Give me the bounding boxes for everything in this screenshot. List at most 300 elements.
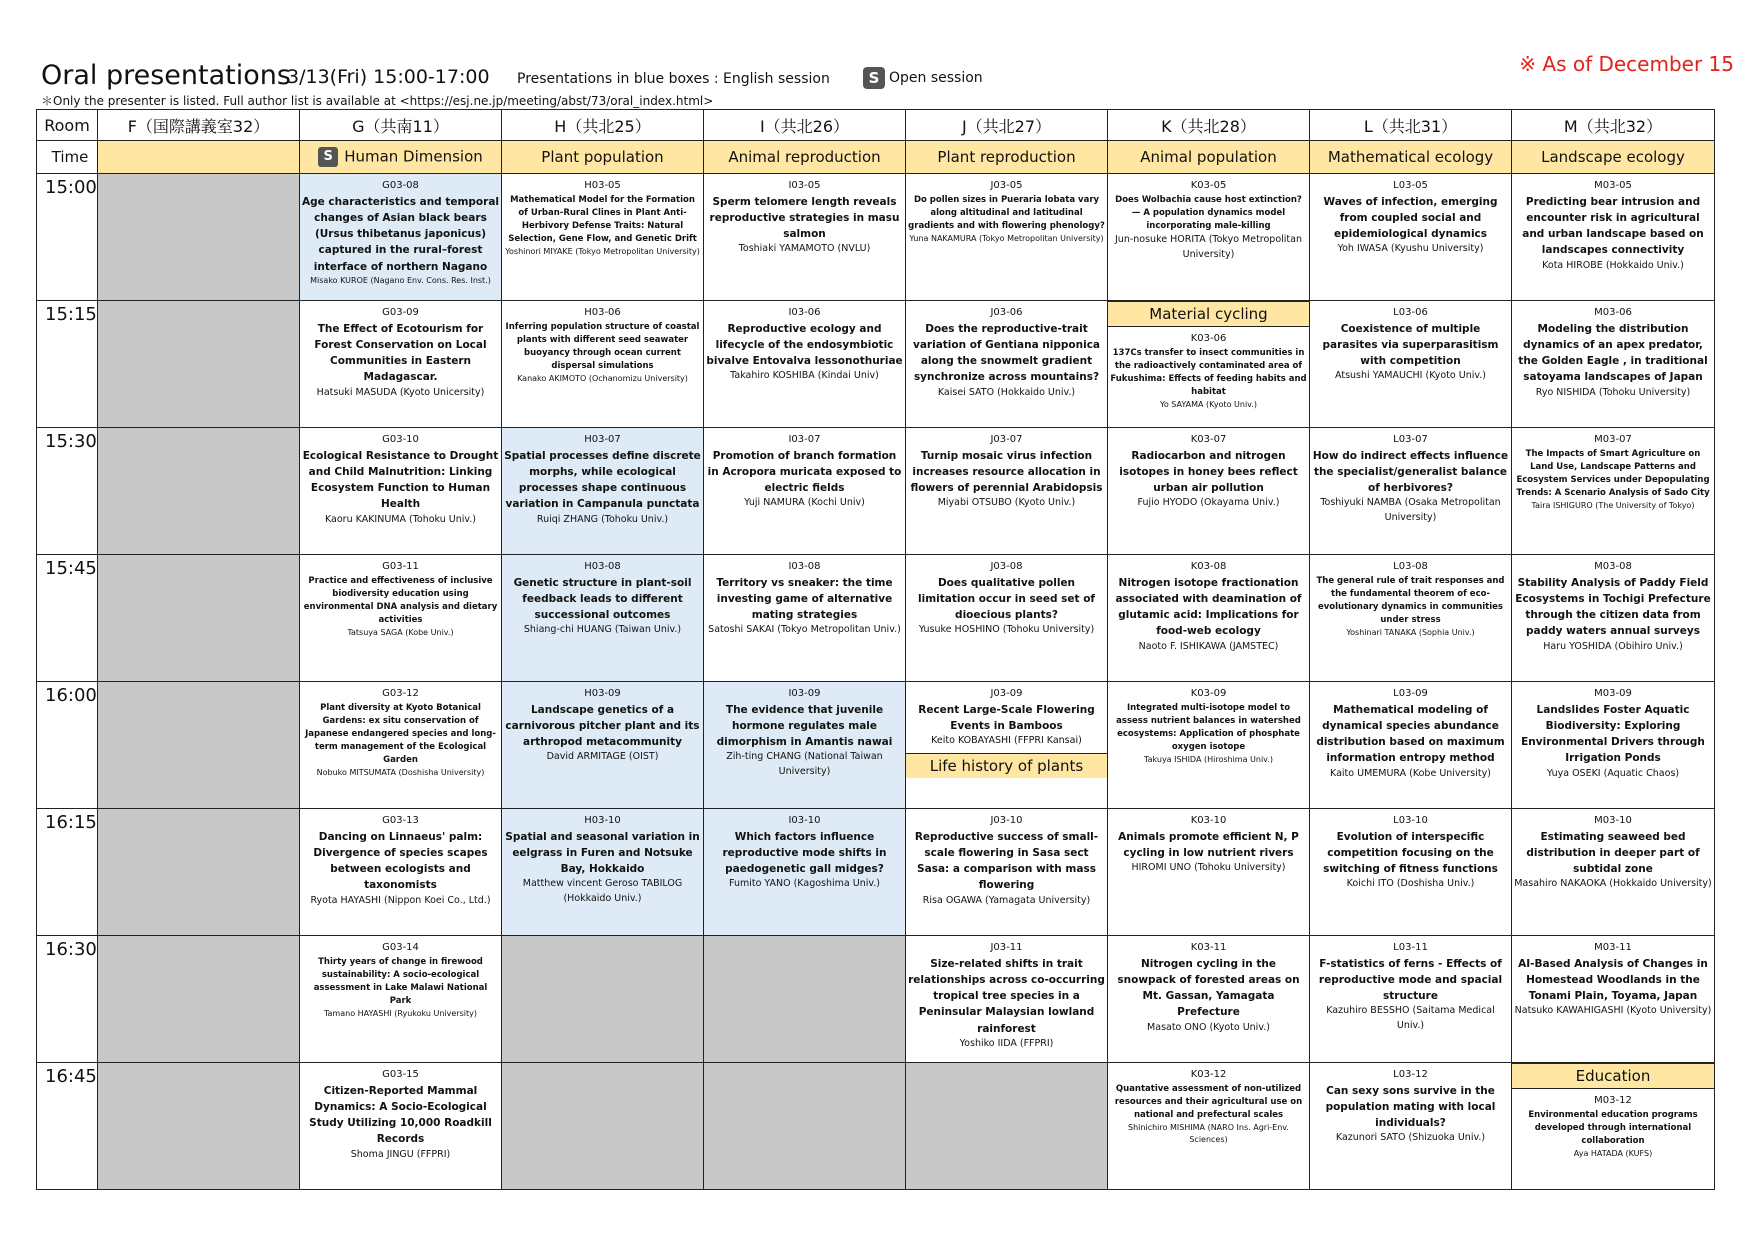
presentation-author: Shinichiro MISHIMA (NARO Ins. Agri-Env. Sciences) — [1128, 1123, 1289, 1145]
presentation-author: Risa OGAWA (Yamagata University) — [922, 894, 1091, 906]
schedule-cell — [906, 1063, 1108, 1190]
presentation — [300, 428, 501, 527]
presentation-id: G03-09 — [382, 307, 419, 318]
presentation-id: J03-11 — [990, 942, 1023, 953]
presentation-title: Do pollen sizes in Pueraria lobata vary along altitudinal and latitudinal gradients and with flowering phenology? — [908, 194, 1105, 231]
schedule-cell — [300, 301, 502, 428]
presentation-title: The evidence that juvenile hormone regulates male dimorphism in Amantis nawai — [716, 703, 893, 749]
presentation-id: L03-06 — [1393, 307, 1428, 318]
open-session-badge: S — [318, 147, 338, 167]
schedule-cell — [704, 555, 906, 682]
time-slot-row — [37, 428, 1715, 555]
schedule-cell — [300, 1063, 502, 1190]
schedule-cell — [1310, 809, 1512, 936]
session-f — [98, 141, 300, 174]
open-session-badge: S — [863, 67, 885, 89]
presentation-title: Citizen-Reported Mammal Dynamics: A Socio-Ecological Study Utilizing 10,000 Roadkill Records — [309, 1084, 492, 1146]
session-g-label: Human Dimension — [344, 147, 483, 166]
presentation — [300, 809, 501, 908]
time-slot-row — [37, 682, 1715, 809]
presentation-id: G03-08 — [382, 180, 419, 191]
presentation — [502, 428, 703, 527]
presentation-author: Yoh IWASA (Kyushu University) — [1337, 243, 1484, 255]
presentation — [1310, 1063, 1511, 1146]
presentation-author: Shiang-chi HUANG (Taiwan Univ.) — [523, 624, 682, 636]
presentation-title: Dancing on Linnaeus' palm: Divergence of species scapes between ecologists and taxonomists — [313, 830, 488, 892]
room-j: J（共北27） — [906, 110, 1108, 141]
schedule-cell — [704, 809, 906, 936]
presentation-author: Kazuhiro BESSHO (Saitama Medical Univ.) — [1326, 1005, 1495, 1032]
empty-slot — [98, 174, 300, 301]
presentation-id: G03-14 — [382, 942, 419, 953]
empty-slot — [98, 809, 300, 936]
empty-slot — [98, 682, 300, 809]
presentation-title: The general rule of trait responses and the fundamental theorem of eco-evolutionary dynamics in communities under stress — [1316, 575, 1505, 626]
presentation — [906, 428, 1107, 511]
presentation-author: Zih-ting CHANG (National Taiwan University) — [726, 751, 883, 778]
presentation — [906, 809, 1107, 908]
presentation-id: K03-08 — [1190, 561, 1227, 572]
schedule-cell — [1310, 301, 1512, 428]
presentation-title: Landscape genetics of a carnivorous pitcher plant and its arthropod metacommunity — [505, 703, 700, 749]
presentation-title: Quantative assessment of non-utilized resources and their agricultural use on national and prefectural scales — [1114, 1083, 1303, 1120]
presentation-author: Shoma JINGU (FFPRI) — [350, 1148, 451, 1160]
presentation-id: I03-07 — [788, 434, 821, 445]
presentation-title: Nitrogen isotope fractionation associated with deamination of glutamic acid: Implications for food-web ecology — [1115, 576, 1302, 638]
presentation-title: Coexistence of multiple parasites via superparasitism with competition — [1322, 322, 1499, 368]
presentation — [1512, 555, 1714, 654]
schedule-cell — [906, 809, 1108, 936]
presentation-id: L03-07 — [1393, 434, 1428, 445]
time-slot-row — [37, 809, 1715, 936]
schedule-cell — [300, 428, 502, 555]
presentation — [704, 301, 905, 384]
presentation-title: Can sexy sons survive in the population mating with local individuals? — [1325, 1084, 1496, 1130]
presentation-author: Yoshinori MIYAKE (Tokyo Metropolitan University) — [505, 247, 700, 257]
presentation-title: Practice and effectiveness of inclusive biodiversity education using environmental DNA analysis and dietary activities — [303, 575, 498, 626]
presentation-author: Matthew vincent Geroso TABILOG (Hokkaido Univ.) — [522, 878, 683, 905]
presentation-title: Ecological Resistance to Drought and Child Malnutrition: Linking Ecosystem Function to Human Health — [302, 449, 499, 511]
presentation-author: Haru YOSHIDA (Obihiro Univ.) — [1543, 640, 1683, 652]
presentation — [704, 428, 905, 511]
as-of-notice: ※ As of December 15 — [1519, 52, 1734, 76]
presentation — [502, 682, 703, 765]
presentation-id: H03-07 — [584, 434, 621, 445]
session-header-row — [37, 141, 1715, 174]
schedule-cell — [906, 555, 1108, 682]
presentation — [300, 1063, 501, 1162]
schedule-cell — [502, 555, 704, 682]
presentation-title: Does qualitative pollen limitation occur in seed set of dioecious plants? — [918, 576, 1095, 622]
presentation-id: M03-11 — [1594, 942, 1632, 953]
presentation — [502, 301, 703, 386]
time-slot: 16:45 — [37, 1063, 98, 1190]
schedule-cell — [502, 682, 704, 809]
schedule-cell — [1512, 174, 1715, 301]
empty-slot — [98, 555, 300, 682]
presentation — [1512, 809, 1714, 892]
presentation-author: Keito KOBAYASHI (FFPRI Kansai) — [931, 735, 1082, 747]
presentation-title: Estimating seaweed bed distribution in deeper part of subtidal zone — [1526, 830, 1700, 876]
schedule-cell — [906, 174, 1108, 301]
presentation-id: K03-05 — [1190, 180, 1227, 191]
presentation-id: M03-08 — [1594, 561, 1632, 572]
presentation — [1310, 936, 1511, 1034]
presentation — [1108, 555, 1309, 654]
presentation-title: Waves of infection, emerging from coupled social and epidemiological dynamics — [1323, 195, 1498, 241]
schedule-cell — [300, 682, 502, 809]
presentation-title: Territory vs sneaker: the time investing game of alternative mating strategies — [716, 576, 893, 622]
presentation — [1512, 936, 1714, 1019]
presentation — [300, 936, 501, 1021]
schedule-cell — [1108, 428, 1310, 555]
session-g — [300, 141, 502, 174]
schedule-cell — [704, 428, 906, 555]
presentation-id: H03-08 — [584, 561, 621, 572]
schedule-cell — [1108, 809, 1310, 936]
presentation-author: Ryo NISHIDA (Tohoku University) — [1535, 386, 1691, 398]
time-slot-row — [37, 1063, 1715, 1190]
presentation — [1108, 174, 1309, 262]
presentation-author: Miyabi OTSUBO (Kyoto Univ.) — [937, 497, 1076, 509]
schedule-cell — [906, 682, 1108, 809]
schedule-cell — [502, 301, 704, 428]
presentation-title: Sperm telomere length reveals reproductive strategies in masu salmon — [709, 195, 900, 241]
session-k: Animal population — [1108, 141, 1310, 174]
schedule-cell — [704, 682, 906, 809]
empty-slot — [98, 428, 300, 555]
presentation-author: Kanako AKIMOTO (Ochanomizu University) — [517, 374, 688, 384]
schedule-cell — [1310, 1063, 1512, 1190]
room-label: Room — [37, 110, 98, 141]
presentation — [1108, 428, 1309, 511]
presentation-id: H03-10 — [584, 815, 621, 826]
presentation-id: K03-07 — [1190, 434, 1227, 445]
presentation-id: G03-11 — [382, 561, 419, 572]
presentation-title: Reproductive success of small-scale flowering in Sasa sect Sasa: a comparison with mass flowering — [914, 830, 1099, 892]
presentation-author: Atsushi YAMAUCHI (Kyoto Univ.) — [1335, 370, 1486, 382]
presentation — [704, 682, 905, 780]
presentation-title: F-statistics of ferns - Effects of reproductive mode and spacial structure — [1318, 957, 1503, 1003]
presentation-title: Plant diversity at Kyoto Botanical Gardens: ex situ conservation of Japanese endangered species and long-term management of the Ecological Garden — [305, 702, 496, 766]
presentation-title: Animals promote efficient N, P cycling in low nutrient rivers — [1118, 830, 1299, 859]
presentation — [1512, 682, 1714, 781]
presentation — [300, 682, 501, 780]
schedule-cell — [1108, 301, 1310, 428]
presentation-id: J03-10 — [990, 815, 1023, 826]
presentation-title: Recent Large-Scale Flowering Events in Bamboos — [918, 703, 1095, 732]
presentation-id: J03-07 — [990, 434, 1023, 445]
presentation-author: Hatsuki MASUDA (Kyoto Unicersity) — [316, 386, 485, 398]
presentation-id: I03-06 — [788, 307, 821, 318]
page-title: Oral presentations — [41, 60, 291, 91]
presentation-author: Jun-nosuke HORITA (Tokyo Metropolitan University) — [1115, 234, 1302, 260]
schedule-cell — [1108, 682, 1310, 809]
presentation-title: Reproductive ecology and lifecycle of the endosymbiotic bivalve Entovalva lessonothuriae — [706, 322, 903, 368]
presentation-author: HIROMI UNO (Tohoku University) — [1131, 862, 1286, 874]
presentation-id: L03-11 — [1393, 942, 1428, 953]
presentation — [1108, 1063, 1309, 1147]
presentation — [1310, 428, 1511, 526]
schedule-cell — [300, 809, 502, 936]
schedule-cell — [1512, 936, 1715, 1063]
presentation-author: Satoshi SAKAI (Tokyo Metropolitan Univ.) — [708, 624, 901, 636]
session-i: Animal reproduction — [704, 141, 906, 174]
presentation-id: J03-08 — [990, 561, 1023, 572]
presentation-author: Takuya ISHIDA (Hiroshima Univ.) — [1144, 755, 1273, 765]
room-i: I（共北26） — [704, 110, 906, 141]
presentation-id: M03-07 — [1594, 434, 1632, 445]
presentation-title: Spatial and seasonal variation in eelgrass in Furen and Notsuke Bay, Hokkaido — [505, 830, 700, 876]
presentation — [502, 174, 703, 259]
schedule-cell — [704, 174, 906, 301]
presentation-id: K03-11 — [1190, 942, 1227, 953]
presentation-author: Takahiro KOSHIBA (Kindai Univ) — [730, 370, 879, 382]
presentation-author: Tamano HAYASHI (Ryukoku University) — [323, 1009, 478, 1019]
presentation — [1512, 428, 1714, 513]
presentation-title: Thirty years of change in firewood sustainability: A socio-ecological assessment in Lake Malawi National Park — [313, 956, 488, 1007]
presentation-title: Radiocarbon and nitrogen isotopes in honey bees reflect urban air pollution — [1119, 449, 1298, 495]
empty-slot — [98, 1063, 300, 1190]
time-slot: 15:00 — [37, 174, 98, 301]
presentation-author: Yuna NAKAMURA (Tokyo Metropolitan University) — [909, 234, 1104, 244]
presentation-author: Yuya OSEKI (Aquatic Chaos) — [1546, 767, 1680, 779]
presentation-title: Size-related shifts in trait relationships across co-occurring tropical tree species in a Peninsular Malaysian lowland rainforest — [908, 957, 1105, 1035]
session-datetime: 3/13(Fri) 15:00-17:00 — [287, 66, 490, 88]
presentation-id: L03-08 — [1393, 561, 1428, 572]
presentation-id: J03-06 — [990, 307, 1023, 318]
presentation-id: M03-09 — [1594, 688, 1632, 699]
presentation — [1310, 174, 1511, 257]
schedule-cell — [502, 809, 704, 936]
presentation-title: Integrated multi-isotope model to assess nutrient balances in watershed ecosystems: Application of phosphate oxygen isotope — [1116, 702, 1301, 753]
schedule-cell — [1108, 1063, 1310, 1190]
presentation — [1108, 809, 1309, 876]
english-session-note: Presentations in blue boxes : English session — [517, 71, 830, 87]
schedule-cell — [1310, 936, 1512, 1063]
presentation-author: Yusuke HOSHINO (Tohoku University) — [918, 624, 1095, 636]
presentation-author: Aya HATADA (KUFS) — [1573, 1149, 1653, 1159]
presentation-id: M03-06 — [1594, 307, 1632, 318]
presentation-id: K03-10 — [1190, 815, 1227, 826]
presentation-id: L03-09 — [1393, 688, 1428, 699]
presentation-title: AI-Based Analysis of Changes in Homestead Woodlands in the Tonami Plain, Toyama, Japan — [1518, 957, 1708, 1003]
presentation-id: M03-05 — [1594, 180, 1632, 191]
schedule-cell — [906, 301, 1108, 428]
schedule-cell — [1108, 174, 1310, 301]
presentation — [300, 301, 501, 400]
presentation-title: 137Cs transfer to insect communities in the radioactively contaminated area of Fukushima: Effects of feeding habits and habitat — [1110, 347, 1307, 398]
presentation-author: Taira ISHIGURO (The University of Tokyo) — [1531, 501, 1695, 511]
presentation-author: Ryota HAYASHI (Nippon Koei Co., Ltd.) — [310, 894, 491, 906]
presentation — [704, 555, 905, 638]
room-g: G（共南11） — [300, 110, 502, 141]
presentation-id: J03-05 — [990, 180, 1023, 191]
presentation-title: Nitrogen cycling in the snowpack of forested areas on Mt. Gassan, Yamagata Prefecture — [1117, 957, 1300, 1019]
session-education: Education — [1512, 1063, 1714, 1089]
presentation-title: Modeling the distribution dynamics of an apex predator, the Golden Eagle , in traditional satoyama landscapes of Japan — [1518, 322, 1708, 384]
presentation — [906, 555, 1107, 638]
presentation — [1310, 555, 1511, 640]
presentation-id: L03-12 — [1393, 1069, 1428, 1080]
schedule-cell — [1512, 555, 1715, 682]
presentation-author: Kaito UMEMURA (Kobe University) — [1330, 767, 1491, 779]
time-slot-row — [37, 174, 1715, 301]
presentation-title: Inferring population structure of coastal plants with different seed seawater buoyancy through ocean current dispersal simulations — [505, 321, 700, 372]
presentation-title: Does the reproductive-trait variation of Gentiana nipponica along the snowmelt gradient synchronize across mountains? — [912, 322, 1101, 384]
schedule-cell — [1512, 809, 1715, 936]
presentation-title: Stability Analysis of Paddy Field Ecosystems in Tochigi Prefecture through the citizen data from paddy waters annual surveys — [1515, 576, 1711, 638]
empty-slot — [98, 936, 300, 1063]
session-m: Landscape ecology — [1512, 141, 1715, 174]
presentation — [1108, 682, 1309, 767]
session-l: Mathematical ecology — [1310, 141, 1512, 174]
time-label: Time — [37, 141, 98, 174]
presentation-author: Masato ONO (Kyoto Univ.) — [1147, 1021, 1270, 1033]
presentation-title: Mathematical modeling of dynamical species abundance distribution based on maximum information entropy method — [1316, 703, 1505, 765]
schedule-cell — [300, 555, 502, 682]
schedule-table — [36, 109, 1715, 1190]
presentation-author: Koichi ITO (Doshisha Univ.) — [1346, 878, 1475, 890]
session-j: Plant reproduction — [906, 141, 1108, 174]
presentation-author: Masahiro NAKAOKA (Hokkaido University) — [1514, 878, 1712, 890]
presentation — [502, 809, 703, 907]
schedule-cell — [502, 1063, 704, 1190]
presentation-id: G03-13 — [382, 815, 419, 826]
time-slot: 16:30 — [37, 936, 98, 1063]
presentation-id: H03-06 — [584, 307, 621, 318]
schedule-cell — [502, 428, 704, 555]
open-session-legend — [863, 67, 983, 89]
presentation-id: I03-09 — [788, 688, 821, 699]
schedule-cell — [704, 936, 906, 1063]
presentation-author: Kazunori SATO (Shizuoka Univ.) — [1335, 1132, 1486, 1144]
presentation-author: Naoto F. ISHIKAWA (JAMSTEC) — [1138, 640, 1279, 652]
presentation-title: Environmental education programs developed through international collaboration — [1528, 1109, 1698, 1146]
schedule-cell — [1512, 428, 1715, 555]
presentation-author: Nobuko MITSUMATA (Doshisha University) — [316, 768, 485, 778]
presentation — [906, 174, 1107, 245]
presentation-title: Evolution of interspecific competition focusing on the switching of fitness functions — [1323, 830, 1498, 876]
schedule-cell — [906, 428, 1108, 555]
schedule-cell — [704, 1063, 906, 1190]
presentation-id: I03-10 — [788, 815, 821, 826]
presentation-id: M03-12 — [1594, 1095, 1632, 1106]
presentation-author: Fujio HYODO (Okayama Univ.) — [1137, 497, 1280, 509]
presentation-id: L03-05 — [1393, 180, 1428, 191]
schedule-cell — [1512, 1063, 1715, 1190]
presentation-id: L03-10 — [1393, 815, 1428, 826]
time-slot-row — [37, 301, 1715, 428]
presentation-title: Does Wolbachia cause host extinction? — A population dynamics model incorporating male-killing — [1115, 194, 1302, 231]
room-header-row — [37, 110, 1715, 141]
presentation — [300, 555, 501, 640]
empty-slot — [98, 301, 300, 428]
presentation — [1512, 174, 1714, 273]
presentation-title: Spatial processes define discrete morphs, while ecological processes shape continuous variation in Campanula punctata — [504, 449, 701, 511]
presentation — [300, 174, 501, 287]
session-h: Plant population — [502, 141, 704, 174]
presentation-author: Kaisei SATO (Hokkaido Univ.) — [937, 386, 1076, 398]
presentation-author: Ruiqi ZHANG (Tohoku Univ.) — [536, 513, 669, 525]
author-list-note: ＊Only the presenter is listed. Full author list is available at <https://esj.ne.jp/meeting/abst/73/oral_index.html> — [41, 94, 714, 108]
presentation — [1512, 301, 1714, 400]
room-h: H（共北25） — [502, 110, 704, 141]
presentation-title: Turnip mosaic virus infection increases resource allocation in flowers of perennial Arabidopsis — [910, 449, 1103, 495]
presentation-author: Yoshinari TANAKA (Sophia Univ.) — [1346, 628, 1475, 638]
presentation-id: H03-05 — [584, 180, 621, 191]
schedule-cell — [906, 936, 1108, 1063]
presentation — [1310, 809, 1511, 892]
presentation-id: H03-09 — [584, 688, 621, 699]
presentation-author: Yuji NAMURA (Kochi Univ) — [744, 497, 865, 509]
presentation-title: Landslides Foster Aquatic Biodiversity: Exploring Environmental Drivers through Irrigation Ponds — [1521, 703, 1705, 765]
presentation-author: Yoshiko IIDA (FFPRI) — [959, 1037, 1054, 1049]
presentation-author: Tatsuya SAGA (Kobe Univ.) — [347, 628, 454, 638]
session-material-cycling: Material cycling — [1108, 301, 1309, 327]
presentation-author: Fumito YANO (Kagoshima Univ.) — [729, 878, 880, 890]
schedule-cell — [300, 174, 502, 301]
schedule-cell — [1310, 428, 1512, 555]
presentation-title: Which factors influence reproductive mode shifts in paedogenetic gall midges? — [722, 830, 887, 876]
presentation-author: Toshiaki YAMAMOTO (NVLU) — [738, 243, 871, 255]
session-life-history-of-plants: Life history of plants — [906, 753, 1107, 778]
schedule-cell — [1310, 682, 1512, 809]
schedule-cell — [704, 301, 906, 428]
presentation-id: K03-06 — [1190, 333, 1227, 344]
presentation — [704, 174, 905, 257]
room-m: M（共北32） — [1512, 110, 1715, 141]
presentation — [906, 682, 1107, 749]
presentation-title: Genetic structure in plant-soil feedback leads to different successional outcomes — [513, 576, 692, 622]
presentation-title: Mathematical Model for the Formation of Urban-Rural Clines in Plant Anti-Herbivory Defense Traits: Natural Selection, Gene Flow, and Genetic Drift — [508, 194, 697, 245]
schedule-cell — [1108, 936, 1310, 1063]
presentation — [704, 809, 905, 892]
schedule-cell — [502, 174, 704, 301]
presentation-id: I03-08 — [788, 561, 821, 572]
schedule-cell — [1310, 555, 1512, 682]
presentation-title: The Effect of Ecotourism for Forest Conservation on Local Communities in Eastern Madagascar. — [314, 322, 487, 384]
presentation-title: The Impacts of Smart Agriculture on Land Use, Landscape Patterns and Ecosystem Services under Depopulating Trends: A Scenario Analysis of Sado City — [1516, 448, 1710, 499]
presentation-id: K03-09 — [1190, 688, 1227, 699]
presentation-id: I03-05 — [788, 180, 821, 191]
presentation-id: G03-10 — [382, 434, 419, 445]
presentation-title: Predicting bear intrusion and encounter risk in agricultural and urban landscape based on landscapes connectivity — [1522, 195, 1704, 257]
presentation-author: Natsuko KAWAHIGASHI (Kyoto University) — [1514, 1005, 1712, 1017]
presentation — [1512, 1089, 1714, 1160]
presentation-author: Yo SAYAMA (Kyoto Univ.) — [1160, 400, 1257, 410]
schedule-cell — [502, 936, 704, 1063]
presentation-title: Age characteristics and temporal changes of Asian black bears (Ursus thibetanus japonicus) captured in the rural–forest interface of northern Nagano — [302, 195, 500, 273]
schedule-cell — [1310, 174, 1512, 301]
schedule-cell — [1512, 301, 1715, 428]
presentation-author: Misako KUROE (Nagano Env. Cons. Res. Inst.) — [310, 275, 491, 285]
presentation-id: M03-10 — [1594, 815, 1632, 826]
presentation — [1108, 327, 1309, 412]
room-l: L（共北31） — [1310, 110, 1512, 141]
presentation-title: Promotion of branch formation in Acropora muricata exposed to electric fields — [707, 449, 902, 495]
presentation-id: G03-12 — [382, 688, 419, 699]
time-slot-row — [37, 936, 1715, 1063]
presentation-id: J03-09 — [990, 688, 1023, 699]
presentation-id: K03-12 — [1190, 1069, 1227, 1080]
time-slot: 15:30 — [37, 428, 98, 555]
presentation — [1310, 301, 1511, 384]
time-slot: 15:15 — [37, 301, 98, 428]
presentation-id: G03-15 — [382, 1069, 419, 1080]
schedule-cell — [1108, 555, 1310, 682]
presentation-author: David ARMITAGE (OIST) — [546, 751, 659, 763]
